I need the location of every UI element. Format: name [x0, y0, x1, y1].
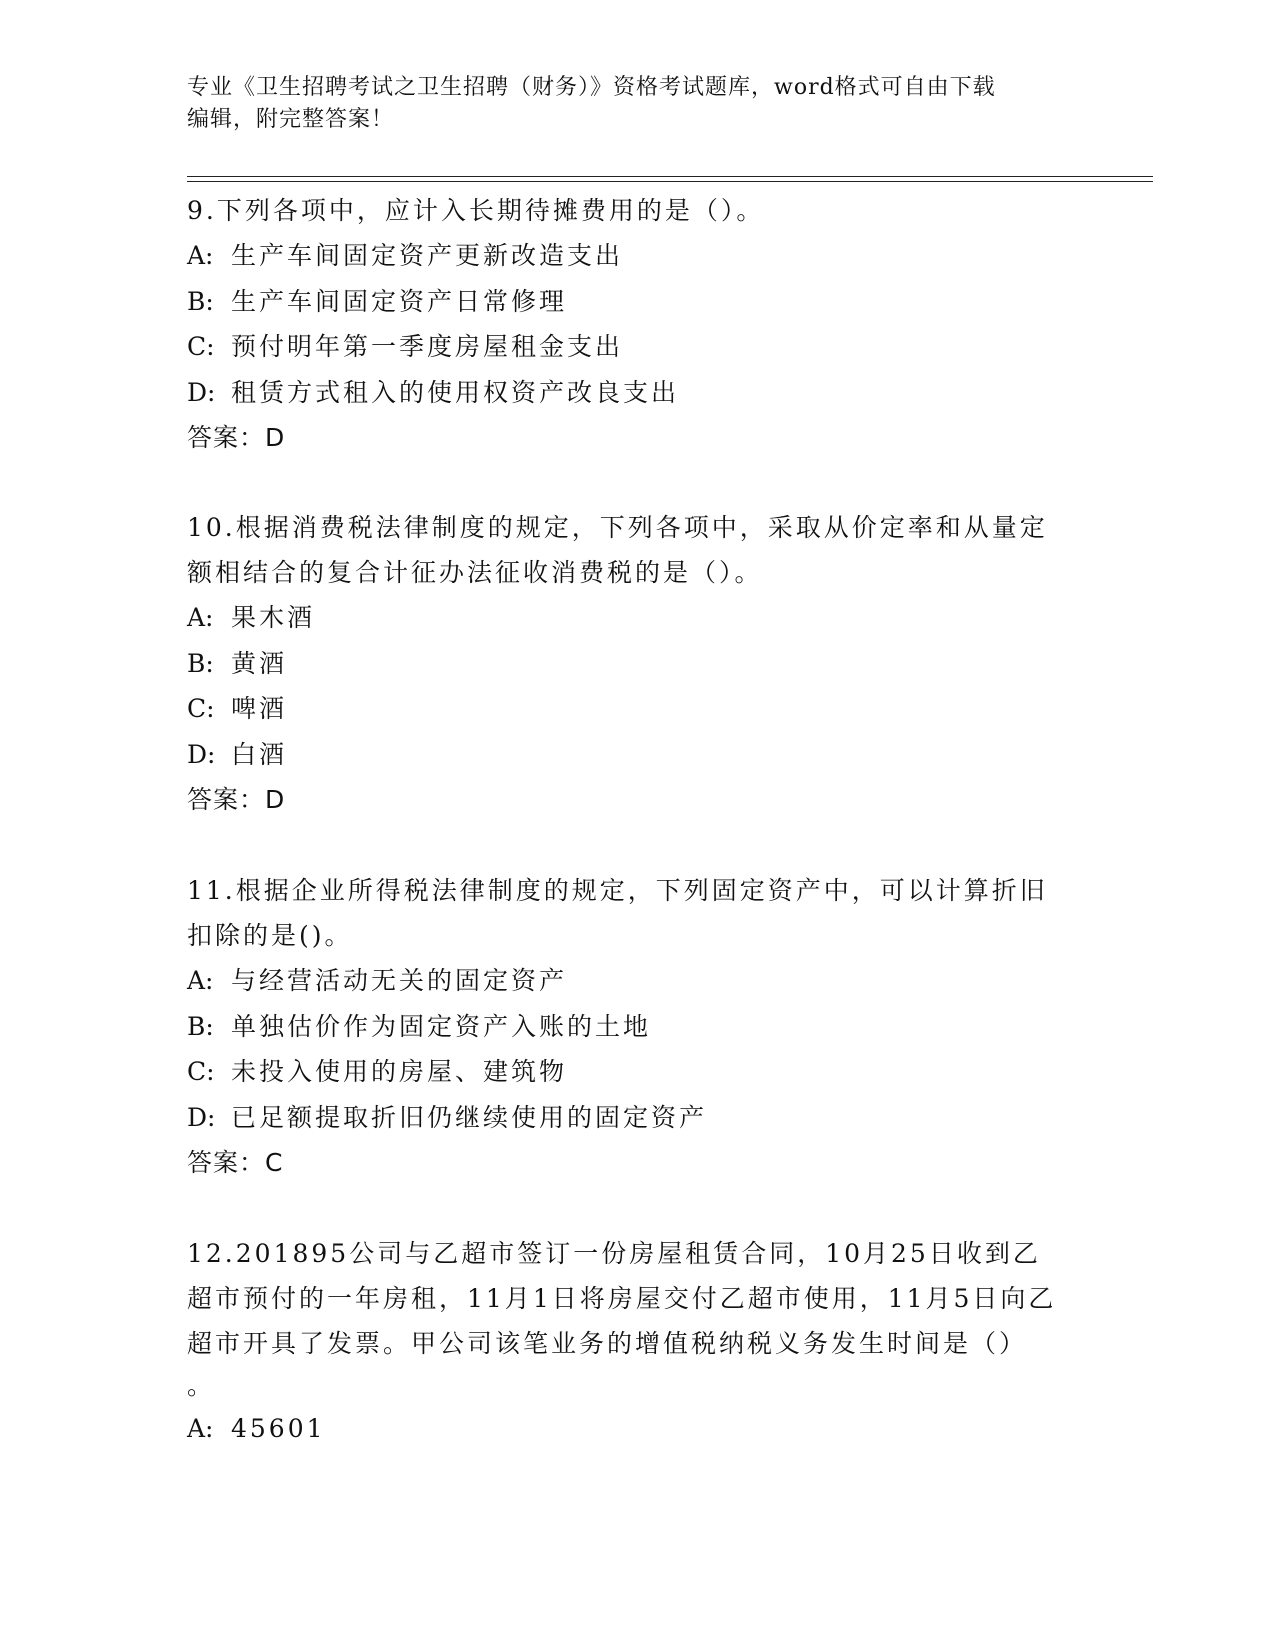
option-key: B:: [187, 648, 214, 678]
question-10: [187, 505, 1067, 823]
option-b: [187, 1004, 1067, 1050]
question-12: [187, 1231, 1067, 1452]
option-a: [187, 233, 1067, 279]
option-key: D:: [187, 377, 216, 407]
option-b: [187, 641, 1067, 687]
header-title-line-2: 编辑，附完整答案！: [187, 107, 395, 132]
header-divider-bottom: [187, 181, 1153, 182]
question-9: [187, 188, 1067, 461]
option-text: 生产车间固定资产日常修理: [231, 286, 568, 316]
option-text: 单独估价作为固定资产入账的土地: [231, 1011, 652, 1041]
option-c: [187, 324, 1067, 370]
question-stem-tail: 。: [187, 1371, 216, 1400]
option-text: 生产车间固定资产更新改造支出: [231, 241, 624, 270]
option-b: [187, 279, 1067, 325]
option-key: A:: [187, 1414, 214, 1443]
option-text: 啤酒: [231, 694, 288, 723]
option-key: C:: [187, 1057, 215, 1086]
option-key: C:: [187, 694, 215, 723]
document-header: [187, 72, 1067, 136]
option-d: [187, 1095, 1067, 1141]
option-key: C:: [187, 332, 215, 361]
question-stem: 10.根据消费税法律制度的规定，下列各项中，采取从价定率和从量定额相结合的复合计征办法征收消费税的是（）。: [187, 513, 1048, 587]
question-stem: 12.201895公司与乙超市签订一份房屋租赁合同，10月25日收到乙超市预付的一年房租，11月1日将房屋交付乙超市使用，11月5日向乙超市开具了发票。甲公司该笔业务的增值税纳税义务发生时间是（）: [187, 1239, 1057, 1358]
option-key: D:: [187, 1102, 216, 1132]
option-a: [187, 1406, 1067, 1452]
option-text: 白酒: [231, 739, 288, 769]
option-text: 已足额提取折旧仍继续使用的固定资产: [231, 1102, 708, 1132]
answer-line: 答案：D: [187, 423, 286, 452]
option-a: [187, 595, 1067, 641]
option-c: [187, 686, 1067, 732]
option-key: A:: [187, 966, 214, 995]
option-key: B:: [187, 1011, 214, 1041]
answer-line: 答案：C: [187, 1148, 284, 1177]
option-c: [187, 1049, 1067, 1095]
option-text: 未投入使用的房屋、建筑物: [231, 1057, 568, 1086]
option-a: [187, 958, 1067, 1004]
option-d: [187, 370, 1067, 416]
option-d: [187, 732, 1067, 778]
question-11: [187, 868, 1067, 1186]
option-key: A:: [187, 603, 214, 632]
option-text: 与经营活动无关的固定资产: [231, 966, 568, 995]
option-text: 果木酒: [231, 603, 316, 632]
header-title-line-1: 专业《卫生招聘考试之卫生招聘（财务）》资格考试题库，word格式可自由下载: [187, 75, 996, 100]
option-text: 预付明年第一季度房屋租金支出: [231, 332, 624, 361]
question-stem: 11.根据企业所得税法律制度的规定，下列固定资产中，可以计算折旧扣除的是()。: [187, 876, 1048, 950]
option-text: 45601: [231, 1414, 326, 1443]
question-stem: 9.下列各项中，应计入长期待摊费用的是（）。: [187, 196, 765, 225]
header-divider-top: [187, 176, 1153, 177]
option-text: 租赁方式租入的使用权资产改良支出: [231, 377, 680, 407]
option-key: A:: [187, 241, 214, 270]
option-text: 黄酒: [231, 648, 288, 678]
answer-line: 答案：D: [187, 785, 286, 814]
option-key: B:: [187, 286, 214, 316]
option-key: D:: [187, 739, 216, 769]
